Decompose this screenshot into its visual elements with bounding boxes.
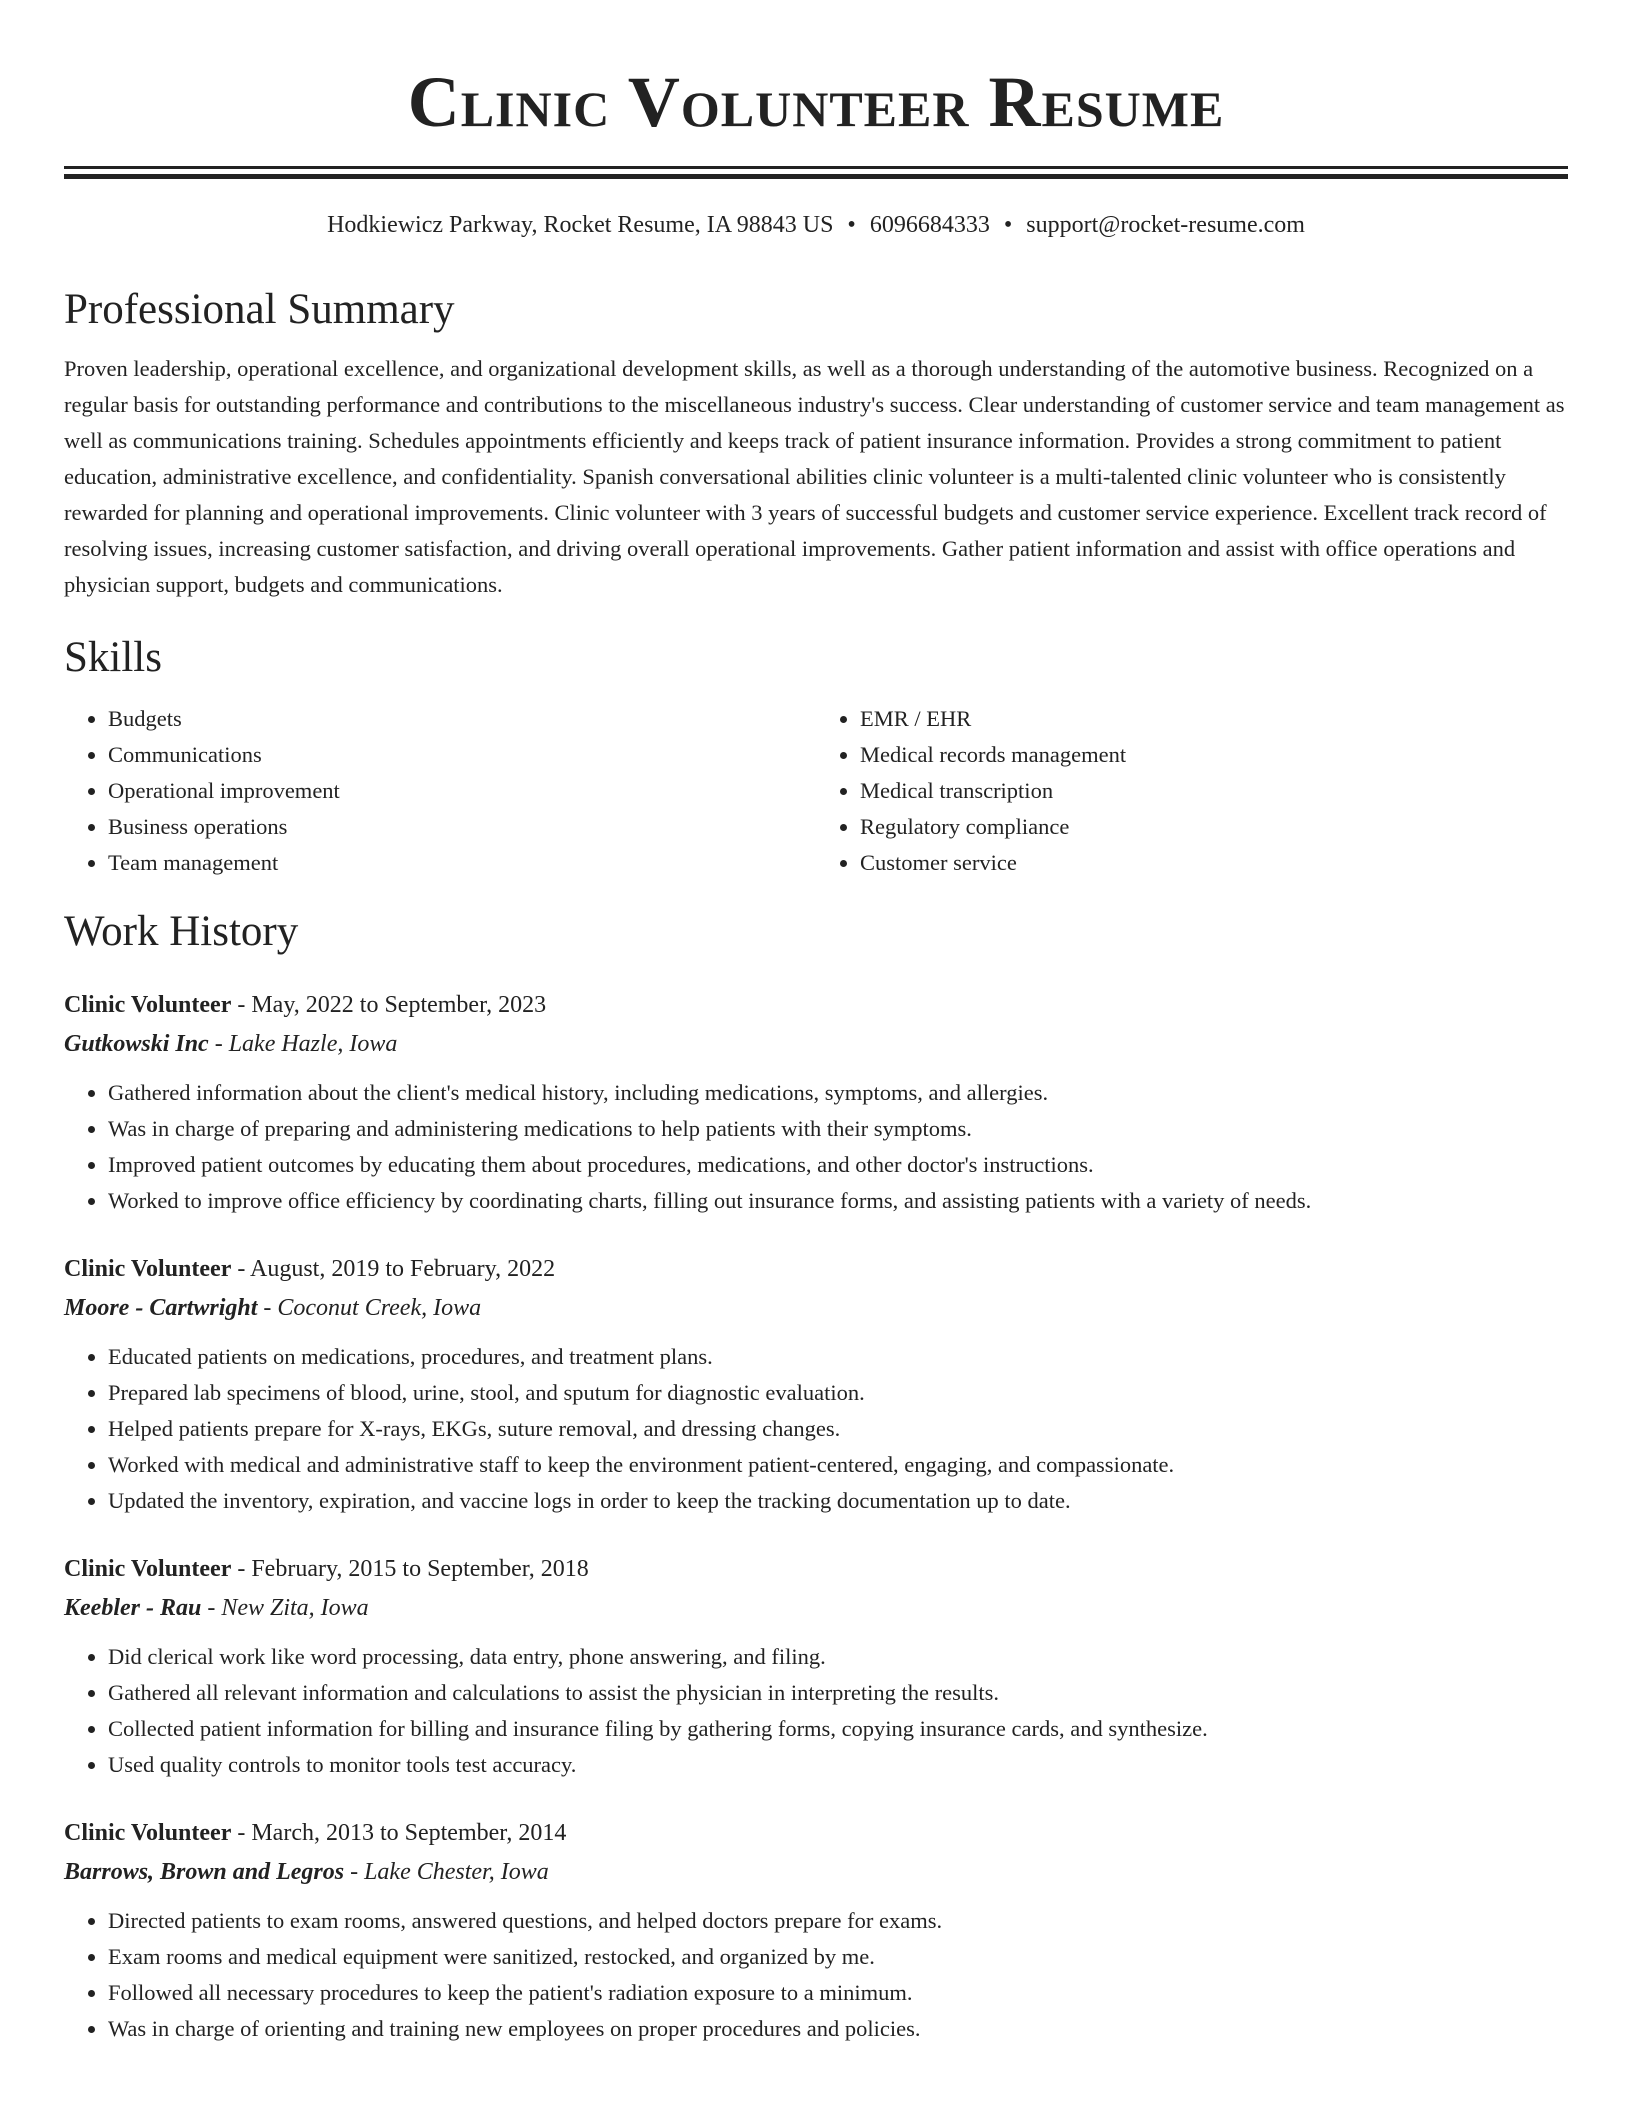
company-location: - Lake Hazle, Iowa bbox=[214, 1031, 398, 1057]
skill-item: • Medical transcription bbox=[860, 773, 1568, 809]
skill-item: • Team management bbox=[108, 845, 816, 881]
duty-item: • Used quality controls to monitor tools test accuracy. bbox=[108, 1747, 1568, 1783]
duty-item: • Collected patient information for billing and insurance filing by gathering forms, copying insurance cards, and synthesize. bbox=[108, 1711, 1568, 1747]
duty-item: • Followed all necessary procedures to keep the patient's radiation exposure to a minimum. bbox=[108, 1975, 1568, 2011]
job-dates: - May, 2022 to September, 2023 bbox=[237, 992, 547, 1018]
duty-item: • Directed patients to exam rooms, answered questions, and helped doctors prepare for exams. bbox=[108, 1903, 1568, 1939]
job-title-line bbox=[64, 985, 1568, 1025]
skill-item: • Budgets bbox=[108, 701, 816, 737]
duty-item: • Helped patients prepare for X-rays, EKGs, suture removal, and dressing changes. bbox=[108, 1411, 1568, 1447]
duty-item: • Exam rooms and medical equipment were sanitized, restocked, and organized by me. bbox=[108, 1939, 1568, 1975]
contact-separator: • bbox=[847, 212, 856, 238]
skills-grid bbox=[64, 701, 1568, 881]
skills-column-right bbox=[816, 701, 1568, 881]
job-entry bbox=[64, 1813, 1568, 2047]
company-name: Barrows, Brown and Legros bbox=[64, 1859, 345, 1885]
duty-item: • Improved patient outcomes by educating them about procedures, medications, and other doctor's instructions. bbox=[108, 1147, 1568, 1183]
company-line bbox=[64, 1853, 1568, 1891]
duty-item: • Was in charge of orienting and training new employees on proper procedures and policies. bbox=[108, 2011, 1568, 2047]
job-duties bbox=[64, 1339, 1568, 1519]
job-entry bbox=[64, 1549, 1568, 1783]
contact-line bbox=[64, 209, 1568, 241]
company-line bbox=[64, 1025, 1568, 1063]
work-history-heading: Work History bbox=[64, 908, 299, 955]
duty-item: • Prepared lab specimens of blood, urine, stool, and sputum for diagnostic evaluation. bbox=[108, 1375, 1568, 1411]
summary-text: Proven leadership, operational excellence, and organizational development skills, as well as a thorough understanding of the automotive business. Recognized on a regular basis for outstanding performance and contributions to the miscellaneous industry's success. Clear understanding of customer service and team management as well as communications training. Schedules appointments efficiently and keeps track of patient insurance information. Provides a strong commitment to patient education, administrative excellence, and confidentiality. Spanish conversational abilities clinic volunteer is a multi-talented clinic volunteer who is consistently rewarded for planning and operational improvements. Clinic volunteer with 3 years of successful budgets and customer service experience. Excellent track record of resolving issues, increasing customer satisfaction, and driving overall operational improvements. Gather patient information and assist with office operations and physician support, budgets and communications. bbox=[64, 356, 1565, 597]
skills-column-left bbox=[64, 701, 816, 881]
duty-item: • Worked with medical and administrative staff to keep the environment patient-centered, engaging, and compassionate. bbox=[108, 1447, 1568, 1483]
summary-heading: Professional Summary bbox=[64, 286, 455, 333]
company-location: - Coconut Creek, Iowa bbox=[263, 1295, 482, 1321]
duty-item: • Did clerical work like word processing, data entry, phone answering, and filing. bbox=[108, 1639, 1568, 1675]
skill-item: • Business operations bbox=[108, 809, 816, 845]
company-name: Gutkowski Inc bbox=[64, 1031, 209, 1057]
contact-email: support@rocket-resume.com bbox=[1026, 212, 1305, 238]
job-duties bbox=[64, 1903, 1568, 2047]
duty-item: • Worked to improve office efficiency by coordinating charts, filling out insurance forms, and assisting patients with a variety of needs. bbox=[108, 1183, 1568, 1219]
job-entry bbox=[64, 1249, 1568, 1519]
job-duties bbox=[64, 1639, 1568, 1783]
skill-item: • Operational improvement bbox=[108, 773, 816, 809]
skill-item: • EMR / EHR bbox=[860, 701, 1568, 737]
job-title-line bbox=[64, 1549, 1568, 1589]
company-line bbox=[64, 1289, 1568, 1327]
contact-separator: • bbox=[1003, 212, 1013, 238]
duty-item: • Educated patients on medications, procedures, and treatment plans. bbox=[108, 1339, 1568, 1375]
job-dates: - February, 2015 to September, 2018 bbox=[237, 1556, 589, 1582]
duty-item: • Updated the inventory, expiration, and vaccine logs in order to keep the tracking documentation up to date. bbox=[108, 1483, 1568, 1519]
job-entry bbox=[64, 985, 1568, 1219]
company-location: - New Zita, Iowa bbox=[207, 1595, 369, 1621]
job-dates: - August, 2019 to February, 2022 bbox=[237, 1256, 556, 1282]
company-location: - Lake Chester, Iowa bbox=[350, 1859, 549, 1885]
job-title-line bbox=[64, 1249, 1568, 1289]
title-divider bbox=[64, 166, 1568, 179]
skill-item: • Medical records management bbox=[860, 737, 1568, 773]
skill-item: • Customer service bbox=[860, 845, 1568, 881]
company-name: Moore - Cartwright bbox=[64, 1295, 258, 1321]
company-name: Keebler - Rau bbox=[64, 1595, 202, 1621]
skill-item: • Regulatory compliance bbox=[860, 809, 1568, 845]
job-title-line bbox=[64, 1813, 1568, 1853]
duty-item: • Gathered information about the client's medical history, including medications, symptoms, and allergies. bbox=[108, 1075, 1568, 1111]
job-dates: - March, 2013 to September, 2014 bbox=[237, 1820, 567, 1846]
skill-item: • Communications bbox=[108, 737, 816, 773]
duty-item: • Was in charge of preparing and administering medications to help patients with their symptoms. bbox=[108, 1111, 1568, 1147]
company-line bbox=[64, 1589, 1568, 1627]
resume-title: Clinic Volunteer Resume bbox=[407, 62, 1225, 142]
contact-address: Hodkiewicz Parkway, Rocket Resume, IA 98843 US bbox=[327, 212, 834, 238]
contact-phone: 6096684333 bbox=[869, 212, 990, 238]
job-duties bbox=[64, 1075, 1568, 1219]
job-title: Clinic Volunteer bbox=[64, 1820, 232, 1846]
job-title: Clinic Volunteer bbox=[64, 1256, 232, 1282]
job-title: Clinic Volunteer bbox=[64, 992, 232, 1018]
job-title: Clinic Volunteer bbox=[64, 1556, 232, 1582]
duty-item: • Gathered all relevant information and calculations to assist the physician in interpreting the results. bbox=[108, 1675, 1568, 1711]
skills-heading: Skills bbox=[64, 634, 162, 681]
